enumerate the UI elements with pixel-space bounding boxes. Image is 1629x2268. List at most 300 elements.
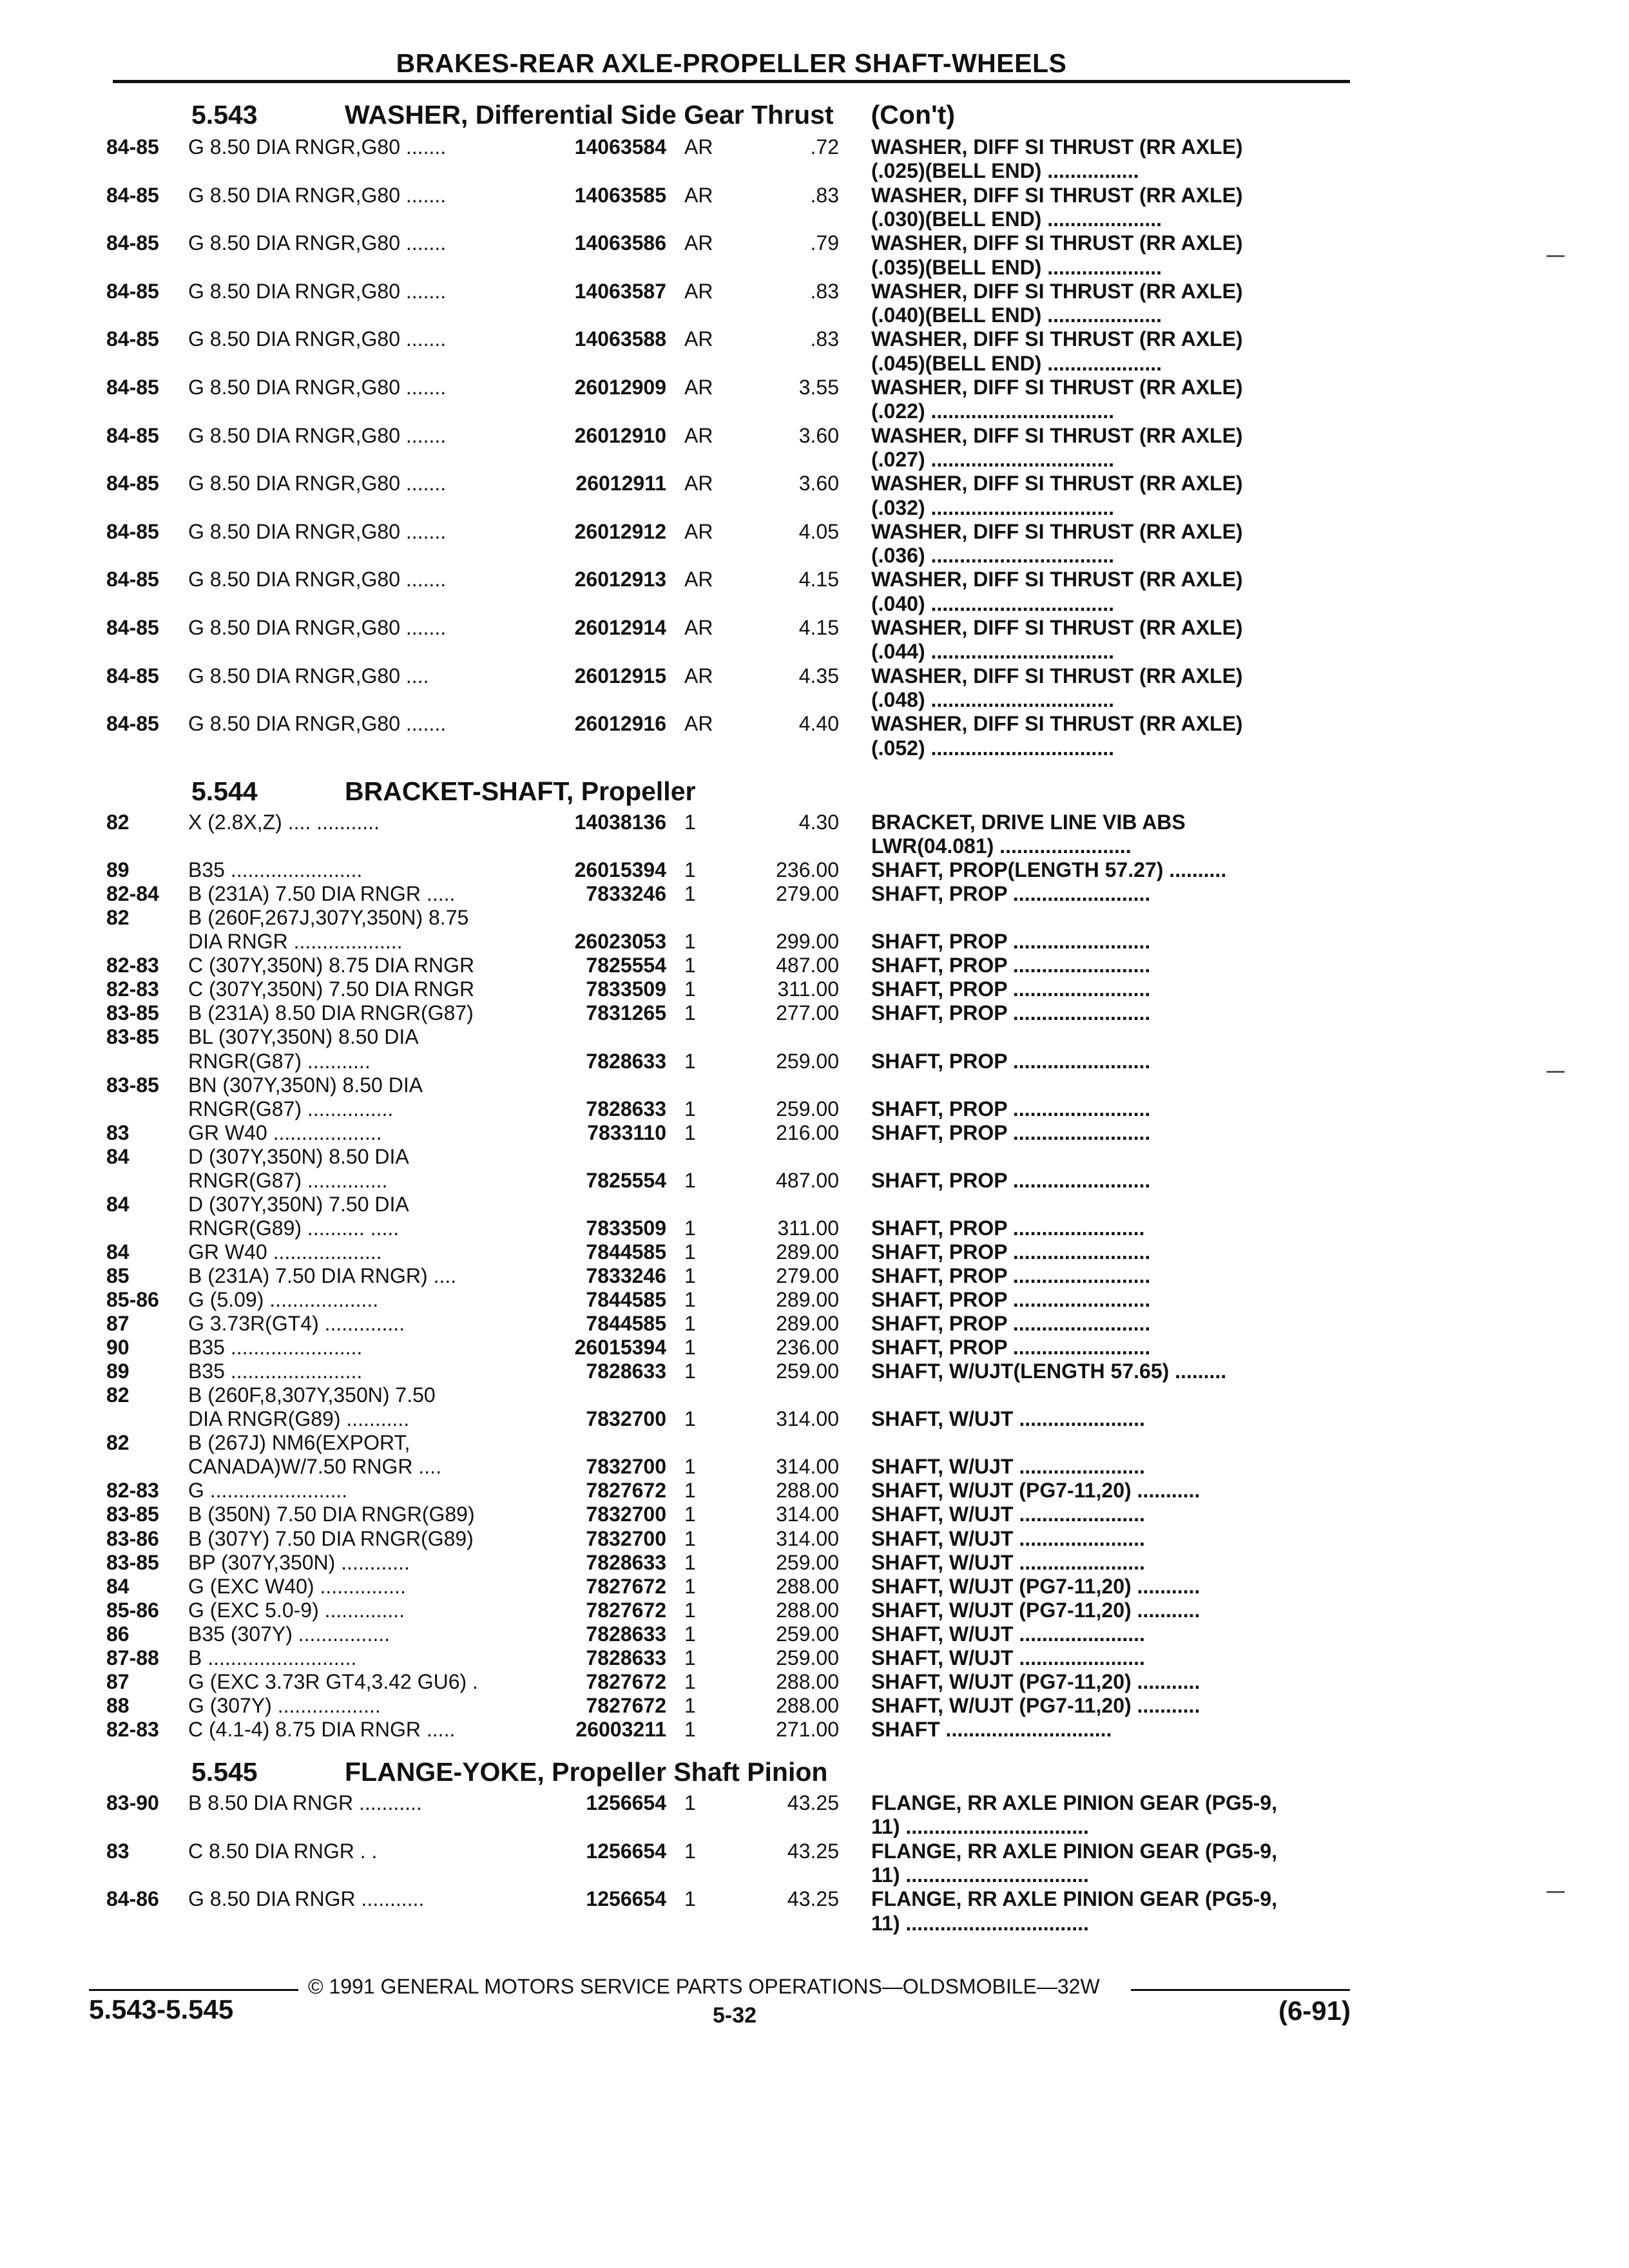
quantity: AR — [684, 568, 713, 591]
table-row — [0, 688, 1629, 712]
model-description: B35 ....................... — [188, 1360, 363, 1383]
footer-section-range: 5.543-5.545 — [89, 1994, 234, 2024]
model-year: 84-85 — [106, 423, 159, 447]
model-description: G 8.50 DIA RNGR,G80 ....... — [188, 279, 447, 303]
quantity: 1 — [684, 1001, 696, 1025]
model-year: 83-85 — [106, 1025, 159, 1049]
price: 3.60 — [798, 472, 839, 495]
part-description: SHAFT, W/UJT ...................... — [871, 1622, 1145, 1646]
model-year: 84-85 — [106, 135, 159, 159]
part-description: SHAFT, PROP ........................ — [871, 1288, 1151, 1311]
table-row — [0, 1097, 1629, 1121]
part-description: (.048) ................................ — [871, 687, 1114, 711]
part-description: WASHER, DIFF SI THRUST (RR AXLE) — [871, 231, 1243, 255]
table-row — [0, 1527, 1629, 1551]
model-description: GR W40 ................... — [188, 1240, 382, 1264]
part-number: 14063586 — [574, 231, 666, 255]
title-rule — [113, 80, 1350, 83]
quantity: AR — [684, 183, 713, 207]
part-number: 7832700 — [586, 1503, 666, 1526]
quantity: AR — [684, 664, 713, 687]
part-description: SHAFT, PROP ........................ — [871, 930, 1151, 954]
table-row — [0, 1073, 1629, 1097]
part-description: SHAFT, W/UJT (PG7-11,20) ........... — [871, 1479, 1200, 1503]
model-year: 84 — [106, 1574, 130, 1598]
price: 288.00 — [776, 1598, 839, 1622]
model-description: B (231A) 7.50 DIA RNGR) .... — [188, 1264, 457, 1287]
section-number: 5.543 — [191, 100, 258, 130]
part-description: (.036) ................................ — [871, 544, 1114, 568]
table-row — [0, 352, 1629, 376]
part-description: WASHER, DIFF SI THRUST (RR AXLE) — [871, 712, 1243, 736]
quantity: AR — [684, 712, 713, 736]
table-row — [0, 736, 1629, 760]
part-description: SHAFT, W/UJT (PG7-11,20) ........... — [871, 1669, 1200, 1693]
table-row — [0, 496, 1629, 520]
table-row — [0, 1599, 1629, 1622]
table-row — [0, 616, 1629, 640]
part-description: (.027) ................................ — [871, 447, 1114, 471]
quantity: 1 — [684, 1550, 696, 1574]
quantity: 1 — [684, 930, 696, 954]
price: 314.00 — [776, 1503, 839, 1526]
part-description: LWR(04.081) ....................... — [871, 834, 1132, 858]
part-number: 7828633 — [586, 1049, 666, 1073]
price: 3.60 — [798, 423, 839, 447]
part-number: 26023053 — [574, 930, 666, 954]
table-row — [0, 811, 1629, 834]
price: 289.00 — [776, 1312, 839, 1336]
part-number: 7833509 — [586, 977, 666, 1001]
quantity: AR — [684, 279, 713, 303]
quantity: AR — [684, 231, 713, 255]
model-year: 83-85 — [106, 1073, 159, 1097]
model-year: 89 — [106, 858, 130, 882]
quantity: 1 — [684, 1693, 696, 1717]
model-description: X (2.8X,Z) .... ........... — [188, 811, 380, 834]
price: .79 — [810, 231, 839, 255]
section-number: 5.544 — [191, 776, 258, 806]
part-description: SHAFT ............................. — [871, 1717, 1112, 1741]
part-number: 7827672 — [586, 1574, 666, 1598]
part-number: 26012913 — [574, 568, 666, 591]
model-year: 90 — [106, 1336, 130, 1360]
table-row — [0, 1216, 1629, 1240]
model-description: G ........................ — [188, 1479, 348, 1503]
part-number: 7844585 — [586, 1312, 666, 1336]
table-row — [0, 592, 1629, 616]
part-description: SHAFT, W/UJT (PG7-11,20) ........... — [871, 1574, 1200, 1598]
part-description: SHAFT, W/UJT(LENGTH 57.65) ......... — [871, 1360, 1227, 1383]
price: 4.40 — [798, 712, 839, 736]
part-number: 7825554 — [586, 1168, 666, 1192]
table-row — [0, 1670, 1629, 1694]
quantity: AR — [684, 472, 713, 495]
table-row — [0, 1622, 1629, 1646]
table-row — [0, 1288, 1629, 1312]
price: 271.00 — [776, 1717, 839, 1741]
part-description: FLANGE, RR AXLE PINION GEAR (PG5-9, — [871, 1839, 1277, 1863]
part-description: WASHER, DIFF SI THRUST (RR AXLE) — [871, 376, 1243, 399]
part-description: WASHER, DIFF SI THRUST (RR AXLE) — [871, 135, 1243, 159]
model-description: G (5.09) ................... — [188, 1288, 379, 1311]
model-year: 84-85 — [106, 231, 159, 255]
table-row — [0, 1815, 1629, 1839]
table-row — [0, 1455, 1629, 1479]
model-description: G 8.50 DIA RNGR,G80 ....... — [188, 423, 447, 447]
table-row — [0, 1193, 1629, 1216]
model-year: 85-86 — [106, 1288, 159, 1311]
model-description: G 8.50 DIA RNGR,G80 ....... — [188, 616, 447, 639]
part-number: 7833246 — [586, 1264, 666, 1287]
table-row — [0, 1264, 1629, 1288]
model-year: 83 — [106, 1839, 130, 1863]
price: 288.00 — [776, 1669, 839, 1693]
price: 259.00 — [776, 1049, 839, 1073]
quantity: 1 — [684, 1360, 696, 1383]
model-year: 84-85 — [106, 616, 159, 639]
part-number: 7828633 — [586, 1622, 666, 1646]
part-description: WASHER, DIFF SI THRUST (RR AXLE) — [871, 423, 1243, 447]
table-row — [0, 858, 1629, 882]
table-row — [0, 1887, 1629, 1911]
part-description: WASHER, DIFF SI THRUST (RR AXLE) — [871, 616, 1243, 639]
part-number: 7844585 — [586, 1240, 666, 1264]
part-description: (.022) ................................ — [871, 399, 1114, 423]
table-row — [0, 1312, 1629, 1336]
part-number: 26012910 — [574, 423, 666, 447]
price: 4.30 — [798, 811, 839, 834]
price: 259.00 — [776, 1622, 839, 1646]
price: 4.15 — [798, 568, 839, 591]
table-row — [0, 834, 1629, 858]
model-description: GR W40 ................... — [188, 1120, 382, 1144]
part-description: WASHER, DIFF SI THRUST (RR AXLE) — [871, 327, 1243, 351]
part-description: WASHER, DIFF SI THRUST (RR AXLE) — [871, 183, 1243, 207]
model-description: RNGR(G89) .......... ..... — [188, 1216, 400, 1240]
part-description: SHAFT, W/UJT ...................... — [871, 1503, 1145, 1526]
part-description: SHAFT, PROP ........................ — [871, 977, 1151, 1001]
price: 487.00 — [776, 1168, 839, 1192]
quantity: AR — [684, 423, 713, 447]
table-row — [0, 520, 1629, 544]
model-year: 84-85 — [106, 327, 159, 351]
model-year: 84-85 — [106, 664, 159, 687]
table-row — [0, 1145, 1629, 1169]
part-description: (.045)(BELL END) .................... — [871, 351, 1162, 375]
part-description: WASHER, DIFF SI THRUST (RR AXLE) — [871, 519, 1243, 543]
price: 43.25 — [787, 1791, 839, 1814]
price: 314.00 — [776, 1455, 839, 1479]
price: .83 — [810, 327, 839, 351]
part-number: 26012912 — [574, 519, 666, 543]
model-description: BP (307Y,350N) ............ — [188, 1550, 410, 1574]
model-year: 89 — [106, 1360, 130, 1383]
price: 4.05 — [798, 519, 839, 543]
part-description: SHAFT, W/UJT (PG7-11,20) ........... — [871, 1693, 1200, 1717]
quantity: 1 — [684, 1097, 696, 1120]
model-description: G (EXC 5.0-9) .............. — [188, 1598, 405, 1622]
part-number: 7833246 — [586, 882, 666, 906]
model-description: RNGR(G87) ............... — [188, 1097, 394, 1120]
model-description: D (307Y,350N) 7.50 DIA — [188, 1192, 409, 1216]
model-description: G 8.50 DIA RNGR,G80 ....... — [188, 376, 447, 399]
table-row — [0, 135, 1629, 159]
footer-rule-right — [1131, 1989, 1350, 1991]
quantity: 1 — [684, 1049, 696, 1073]
model-year: 84 — [106, 1144, 130, 1168]
part-description: (.044) ................................ — [871, 640, 1114, 664]
model-year: 82 — [106, 811, 130, 834]
price: 289.00 — [776, 1240, 839, 1264]
table-row — [0, 906, 1629, 930]
model-year: 83 — [106, 1120, 130, 1144]
section-title-group — [345, 773, 695, 809]
quantity: 1 — [684, 1240, 696, 1264]
table-row — [0, 1791, 1629, 1815]
part-number: 7833110 — [587, 1120, 666, 1144]
model-description: G 8.50 DIA RNGR,G80 ....... — [188, 231, 447, 255]
model-description: G 8.50 DIA RNGR,G80 ....... — [188, 135, 447, 159]
table-row — [0, 1503, 1629, 1526]
table-row — [0, 231, 1629, 255]
part-number: 14063588 — [574, 327, 666, 351]
quantity: AR — [684, 327, 713, 351]
part-number: 14038136 — [574, 811, 666, 834]
part-number: 7832700 — [586, 1526, 666, 1550]
part-number: 26015394 — [574, 1336, 666, 1360]
table-row — [0, 1646, 1629, 1670]
part-description: SHAFT, PROP ........................ — [871, 1264, 1151, 1287]
model-description: G 8.50 DIA RNGR,G80 ....... — [188, 568, 447, 591]
part-description: SHAFT, PROP(LENGTH 57.27) .......... — [871, 858, 1227, 882]
quantity: 1 — [684, 977, 696, 1001]
table-row — [0, 1863, 1629, 1887]
table-row — [0, 930, 1629, 954]
part-description: (.052) ................................ — [871, 736, 1114, 760]
model-year: 86 — [106, 1622, 130, 1646]
quantity: 1 — [684, 1168, 696, 1192]
model-description: B (260F,8,307Y,350N) 7.50 — [188, 1383, 436, 1407]
table-row — [0, 712, 1629, 736]
model-year: 83-85 — [106, 1550, 159, 1574]
quantity: 1 — [684, 1407, 696, 1431]
model-year: 87 — [106, 1312, 130, 1336]
table-row — [0, 256, 1629, 280]
section-title: WASHER, Differential Side Gear Thrust — [345, 100, 834, 130]
part-number: 26003211 — [575, 1717, 666, 1741]
quantity: 1 — [684, 1503, 696, 1526]
model-description: DIA RNGR(G89) ........... — [188, 1407, 410, 1431]
model-year: 84 — [106, 1240, 130, 1264]
model-year: 82-84 — [106, 882, 159, 906]
table-row — [0, 954, 1629, 977]
model-description: G 8.50 DIA RNGR,G80 ....... — [188, 712, 447, 736]
table-row — [0, 1360, 1629, 1383]
part-number: 7828633 — [586, 1646, 666, 1669]
table-row — [0, 882, 1629, 906]
model-description: C (307Y,350N) 7.50 DIA RNGR — [188, 977, 475, 1001]
part-description: (.030)(BELL END) .................... — [871, 207, 1162, 231]
table-row — [0, 159, 1629, 183]
model-year: 85-86 — [106, 1598, 159, 1622]
footer-copyright: © 1991 GENERAL MOTORS SERVICE PARTS OPERATIONS—OLDSMOBILE—32W — [308, 1975, 1100, 1998]
model-year: 88 — [106, 1693, 130, 1717]
model-description: B (267J) NM6(EXPORT, — [188, 1431, 410, 1455]
part-number: 7828633 — [586, 1550, 666, 1574]
table-row — [0, 1121, 1629, 1145]
price: 314.00 — [776, 1526, 839, 1550]
footer-date: (6-91) — [1278, 1995, 1351, 2026]
model-description: RNGR(G87) ........... — [188, 1049, 371, 1073]
quantity: 1 — [684, 1479, 696, 1503]
quantity: 1 — [684, 1216, 696, 1240]
quantity: 1 — [684, 1887, 696, 1911]
part-number: 7832700 — [586, 1407, 666, 1431]
quantity: 1 — [684, 1336, 696, 1360]
price: 288.00 — [776, 1693, 839, 1717]
footer-rule-left — [89, 1989, 298, 1991]
part-number: 1256654 — [586, 1887, 666, 1911]
part-number: 26012916 — [574, 712, 666, 736]
quantity: 1 — [684, 954, 696, 977]
table-row — [0, 327, 1629, 351]
model-description: G (307Y) .................. — [188, 1693, 381, 1717]
part-number: 26012915 — [574, 664, 666, 687]
model-description: RNGR(G87) .............. — [188, 1168, 388, 1192]
model-description: B (231A) 8.50 DIA RNGR(G87) — [188, 1001, 474, 1025]
table-row — [0, 1694, 1629, 1718]
part-number: 26012909 — [574, 376, 666, 399]
model-year: 83-85 — [106, 1001, 159, 1025]
part-description: FLANGE, RR AXLE PINION GEAR (PG5-9, — [871, 1791, 1277, 1814]
part-description: SHAFT, PROP ........................ — [871, 1097, 1151, 1120]
part-description: WASHER, DIFF SI THRUST (RR AXLE) — [871, 279, 1243, 303]
margin-mark — [1547, 1071, 1565, 1073]
part-number: 7833509 — [586, 1216, 666, 1240]
price: 289.00 — [776, 1288, 839, 1311]
table-row — [0, 1383, 1629, 1407]
part-number: 14063587 — [574, 279, 666, 303]
part-number: 7831265 — [586, 1001, 666, 1025]
part-description: 11) ................................ — [871, 1815, 1089, 1839]
model-year: 85 — [106, 1264, 130, 1287]
section-title-group — [345, 1754, 827, 1790]
price: 236.00 — [776, 858, 839, 882]
model-description: B35 (307Y) ................ — [188, 1622, 390, 1646]
table-row — [0, 977, 1629, 1001]
table-row — [0, 207, 1629, 231]
part-number: 7825554 — [586, 954, 666, 977]
model-year: 82 — [106, 1431, 130, 1455]
table-row — [0, 1551, 1629, 1575]
model-description: C (307Y,350N) 8.75 DIA RNGR — [188, 954, 475, 977]
model-year: 84-85 — [106, 376, 159, 399]
model-year: 83-85 — [106, 1503, 159, 1526]
part-number: 26015394 — [574, 858, 666, 882]
part-description: SHAFT, PROP ........................ — [871, 1312, 1151, 1336]
price: .83 — [810, 183, 839, 207]
quantity: 1 — [684, 1455, 696, 1479]
section-note: (Con't) — [871, 100, 956, 130]
table-row — [0, 568, 1629, 591]
part-description: SHAFT, W/UJT ...................... — [871, 1407, 1145, 1431]
table-row — [0, 640, 1629, 664]
quantity: 1 — [684, 882, 696, 906]
price: 314.00 — [776, 1407, 839, 1431]
quantity: 1 — [684, 811, 696, 834]
section-title: BRACKET-SHAFT, Propeller — [345, 776, 696, 806]
price: 279.00 — [776, 1264, 839, 1287]
section-number: 5.545 — [191, 1757, 258, 1787]
quantity: 1 — [684, 1622, 696, 1646]
price: 299.00 — [776, 930, 839, 954]
model-description: G 8.50 DIA RNGR ........... — [188, 1887, 425, 1911]
model-year: 84-85 — [106, 568, 159, 591]
model-year: 84-85 — [106, 712, 159, 736]
section-heading — [184, 1754, 1344, 1790]
part-description: SHAFT, W/UJT ...................... — [871, 1526, 1145, 1550]
model-year: 82-83 — [106, 1717, 159, 1741]
table-row — [0, 472, 1629, 495]
price: 311.00 — [777, 1216, 839, 1240]
part-description: WASHER, DIFF SI THRUST (RR AXLE) — [871, 472, 1243, 495]
model-description: G (EXC W40) ............... — [188, 1574, 406, 1598]
table-row — [0, 399, 1629, 423]
quantity: 1 — [684, 1120, 696, 1144]
part-description: SHAFT, PROP ........................ — [871, 1168, 1151, 1192]
price: 4.15 — [798, 616, 839, 639]
model-description: B (350N) 7.50 DIA RNGR(G89) — [188, 1503, 475, 1526]
part-description: SHAFT, PROP ....................... — [871, 1216, 1145, 1240]
part-number: 26012911 — [575, 472, 666, 495]
part-description: (.040) ................................ — [871, 591, 1114, 615]
quantity: 1 — [684, 1598, 696, 1622]
table-row — [0, 424, 1629, 448]
table-row — [0, 376, 1629, 399]
price: 279.00 — [776, 882, 839, 906]
part-description: SHAFT, W/UJT ...................... — [871, 1550, 1145, 1574]
price: 259.00 — [776, 1360, 839, 1383]
model-description: D (307Y,350N) 8.50 DIA — [188, 1144, 409, 1168]
price: .72 — [810, 135, 839, 159]
part-description: SHAFT, PROP ........................ — [871, 1336, 1151, 1360]
margin-mark — [1547, 255, 1565, 257]
part-description: WASHER, DIFF SI THRUST (RR AXLE) — [871, 664, 1243, 687]
part-description: SHAFT, W/UJT ...................... — [871, 1646, 1145, 1669]
model-description: C 8.50 DIA RNGR . . — [188, 1839, 378, 1863]
part-number: 7832700 — [586, 1455, 666, 1479]
table-row — [0, 1407, 1629, 1431]
model-description: G 8.50 DIA RNGR,G80 ....... — [188, 327, 447, 351]
model-description: B (231A) 7.50 DIA RNGR ..... — [188, 882, 456, 906]
part-description: 11) ................................ — [871, 1863, 1089, 1887]
price: 43.25 — [787, 1887, 839, 1911]
model-description: B .......................... — [188, 1646, 357, 1669]
part-number: 7827672 — [586, 1669, 666, 1693]
model-year: 82-83 — [106, 1479, 159, 1503]
table-row — [0, 303, 1629, 327]
table-row — [0, 664, 1629, 688]
table-row — [0, 1025, 1629, 1049]
model-description: C (4.1-4) 8.75 DIA RNGR ..... — [188, 1717, 456, 1741]
table-row — [0, 1840, 1629, 1863]
section-title: FLANGE-YOKE, Propeller Shaft Pinion — [345, 1757, 828, 1787]
section-heading — [184, 773, 1344, 809]
model-year: 84-85 — [106, 519, 159, 543]
price: 216.00 — [776, 1120, 839, 1144]
model-description: G 8.50 DIA RNGR,G80 .... — [188, 664, 429, 687]
